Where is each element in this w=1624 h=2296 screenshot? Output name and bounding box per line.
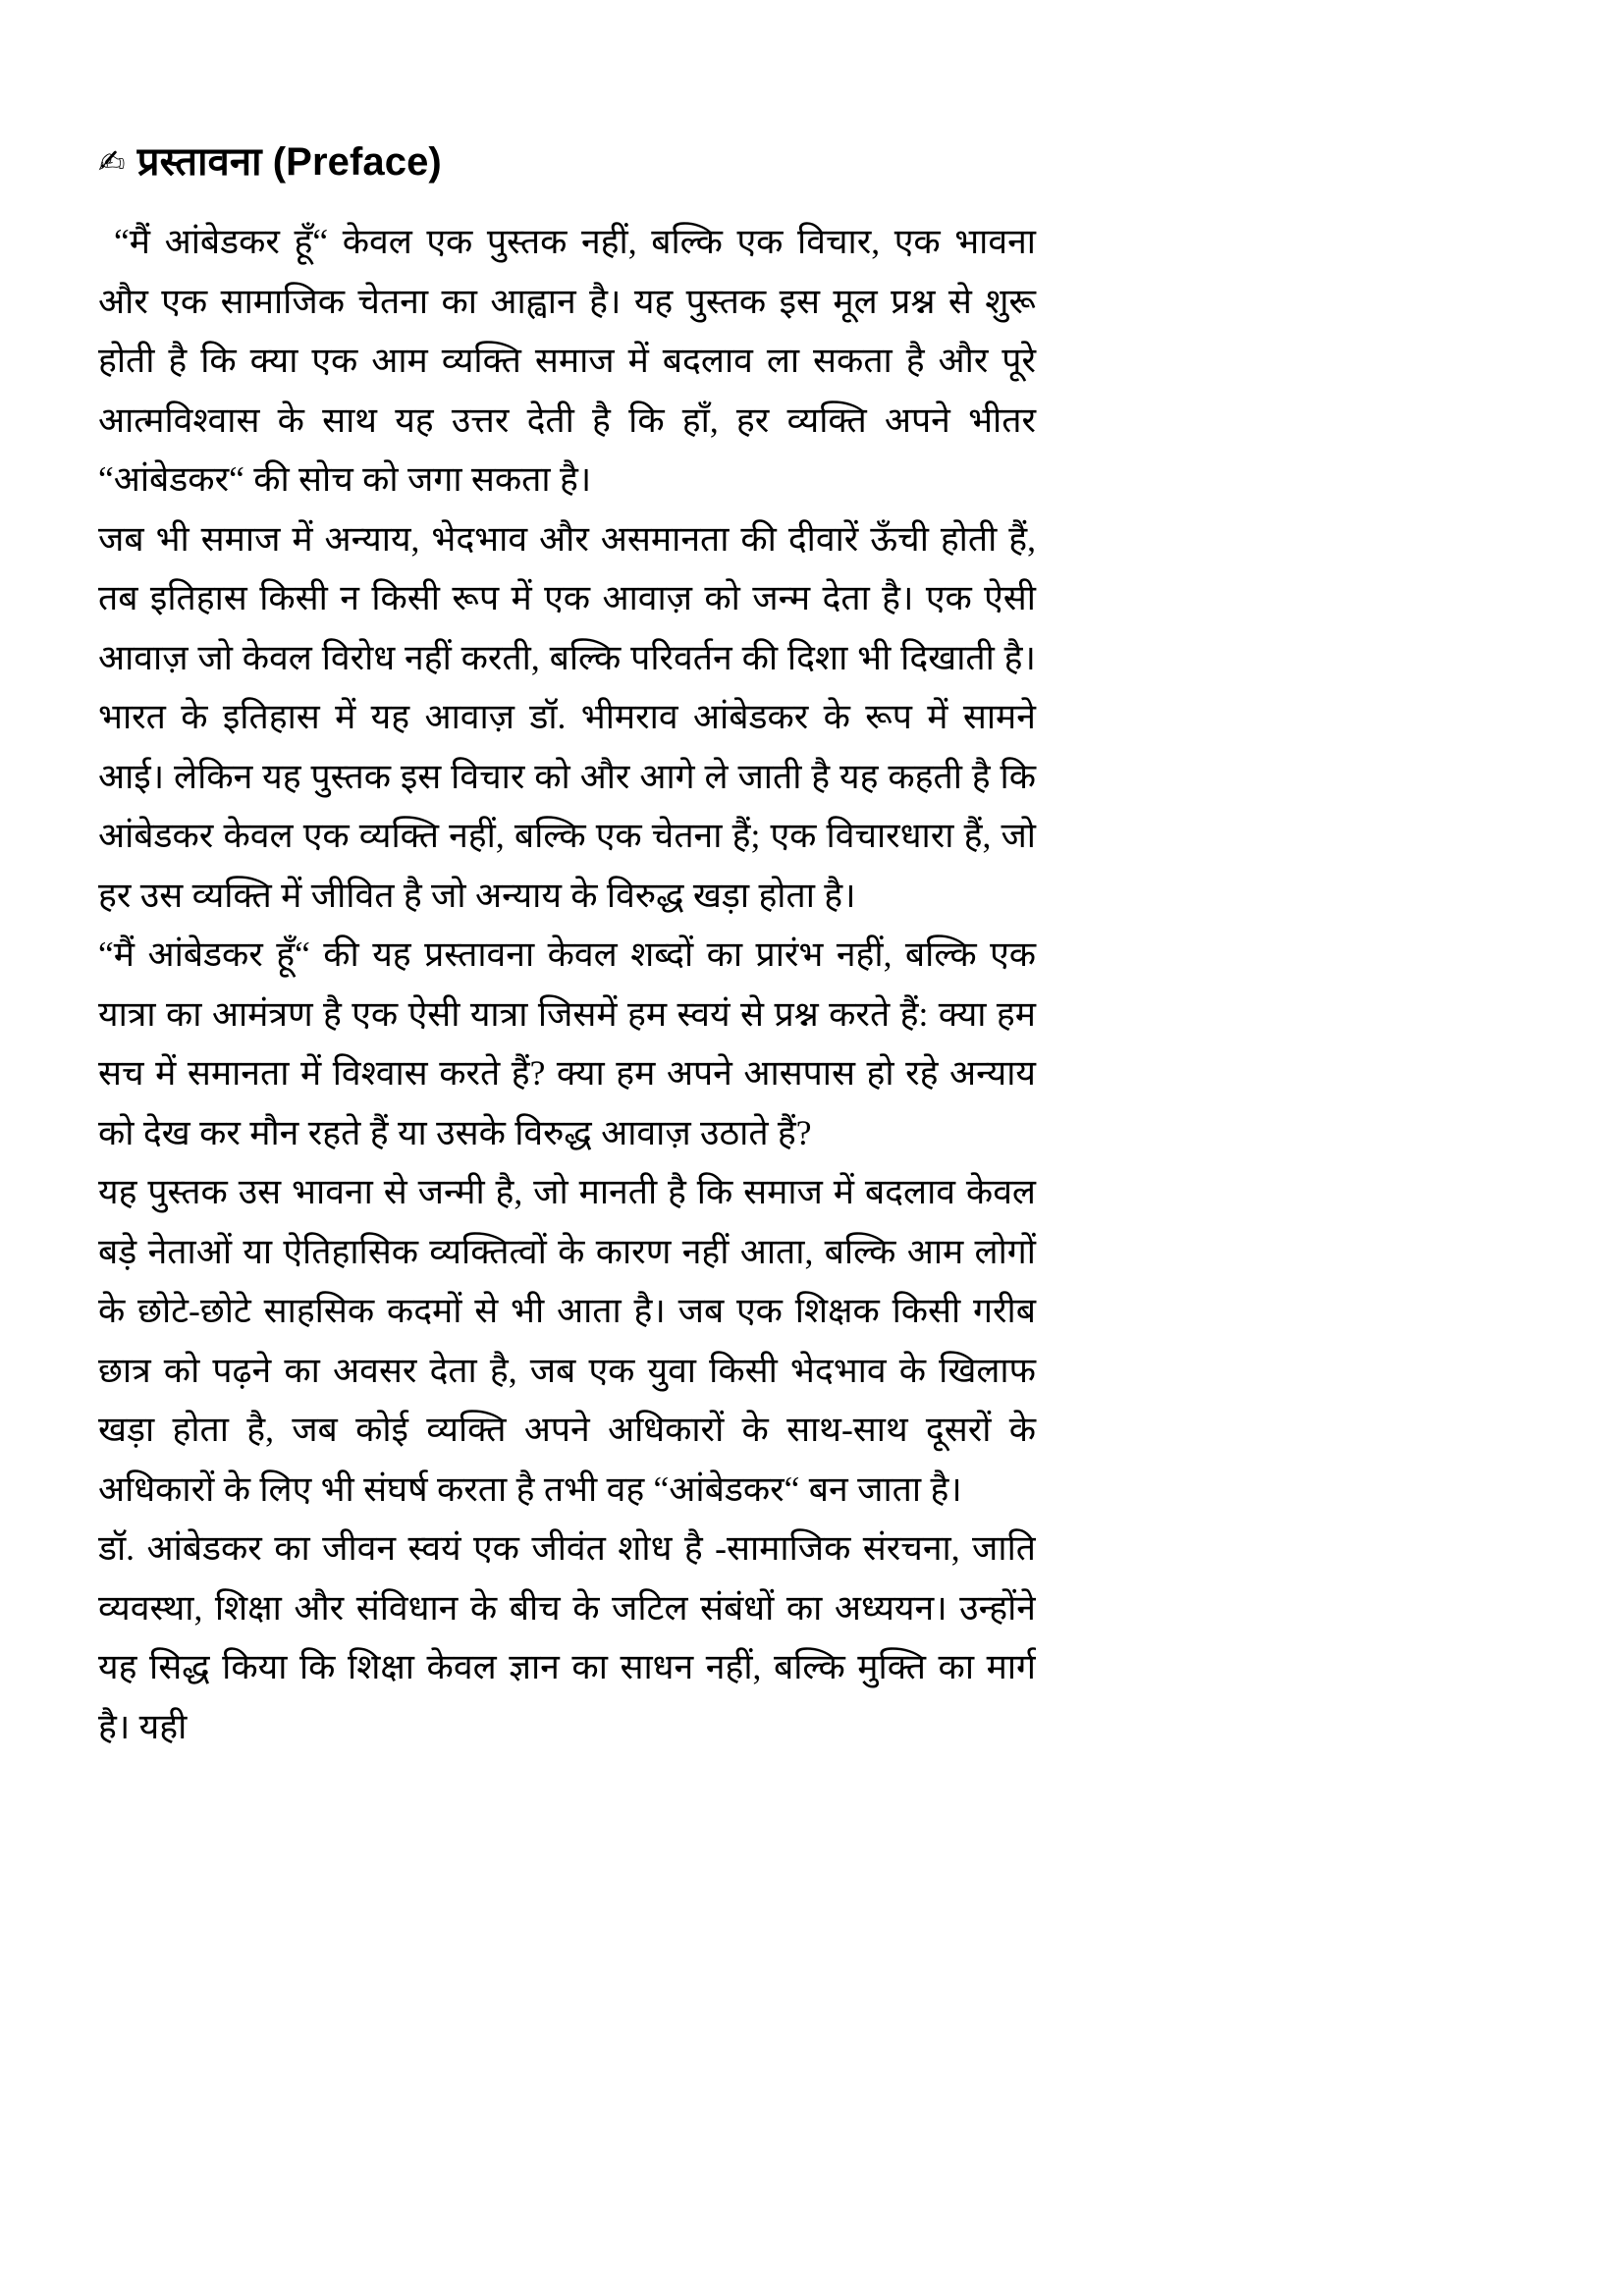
paragraph-voice-of-history: जब भी समाज में अन्याय, भेदभाव और असमानता की दीवारें ऊँची होती हैं, तब इतिहास किसी न किसी रूप में एक आवाज़ को जन्म देता है। एक ऐसी आवाज़ जो केवल विरोध नहीं करती, बल्कि परिवर्तन की दिशा भी दिखाती है। भारत के इतिहास में यह आवाज़ डॉ. भीमराव आंबेडकर के रूप में सामने आई। लेकिन यह पुस्तक इस विचार को और आगे ले जाती है यह कहती है कि आंबेडकर केवल एक व्यक्ति नहीं, बल्कि एक चेतना हैं; एक विचारधारा हैं, जो हर उस व्यक्ति में जीवित है जो अन्याय के विरुद्ध खड़ा होता है। bbox=[98, 518, 1036, 915]
paragraph-journey-invitation: “मैं आंबेडकर हूँ“ की यह प्रस्तावना केवल शब्दों का प्रारंभ नहीं, बल्कि एक यात्रा का आमंत्रण है एक ऐसी यात्रा जिसमें हम स्वयं से प्रश्न करते हैं: क्या हम सच में समानता में विश्वास करते हैं? क्या हम अपने आसपास हो रहे अन्याय को देख कर मौन रहते हैं या उसके विरुद्ध आवाज़ उठाते हैं? bbox=[98, 934, 1036, 1152]
page-title bbox=[98, 137, 1036, 187]
document-body bbox=[98, 137, 1036, 1756]
paragraph-preface-intro: “मैं आंबेडकर हूँ“ केवल एक पुस्तक नहीं, बल्कि एक विचार, एक भावना और एक सामाजिक चेतना का आह्वान है। यह पुस्तक इस मूल प्रश्न से शुरू होती है कि क्या एक आम व्यक्ति समाज में बदलाव ला सकता है और पूरे आत्मविश्वास के साथ यह उत्तर देती है कि हाँ, हर व्यक्ति अपने भीतर “आंबेडकर“ की सोच को जगा सकता है। bbox=[98, 222, 1036, 499]
writing-hand-icon: ✍ bbox=[98, 142, 126, 181]
page-title-text: प्रस्तावना (Preface) bbox=[136, 140, 442, 184]
paragraph-ambedkar-life-research: डॉ. आंबेडकर का जीवन स्वयं एक जीवंत शोध है -सामाजिक संरचना, जाति व्यवस्था, शिक्षा और संविधान के बीच के जटिल संबंधों का अध्ययन। उन्होंने यह सिद्ध किया कि शिक्षा केवल ज्ञान का साधन नहीं, बल्कि मुक्ति का मार्ग है। यही bbox=[98, 1528, 1036, 1746]
paragraph-small-steps: यह पुस्तक उस भावना से जन्मी है, जो मानती है कि समाज में बदलाव केवल बड़े नेताओं या ऐतिहासिक व्यक्तित्वों के कारण नहीं आता, बल्कि आम लोगों के छोटे-छोटे साहसिक कदमों से भी आता है। जब एक शिक्षक किसी गरीब छात्र को पढ़ने का अवसर देता है, जब एक युवा किसी भेदभाव के खिलाफ खड़ा होता है, जब कोई व्यक्ति अपने अधिकारों के साथ-साथ दूसरों के अधिकारों के लिए भी संघर्ष करता है तभी वह “आंबेडकर“ बन जाता है। bbox=[98, 1172, 1036, 1509]
